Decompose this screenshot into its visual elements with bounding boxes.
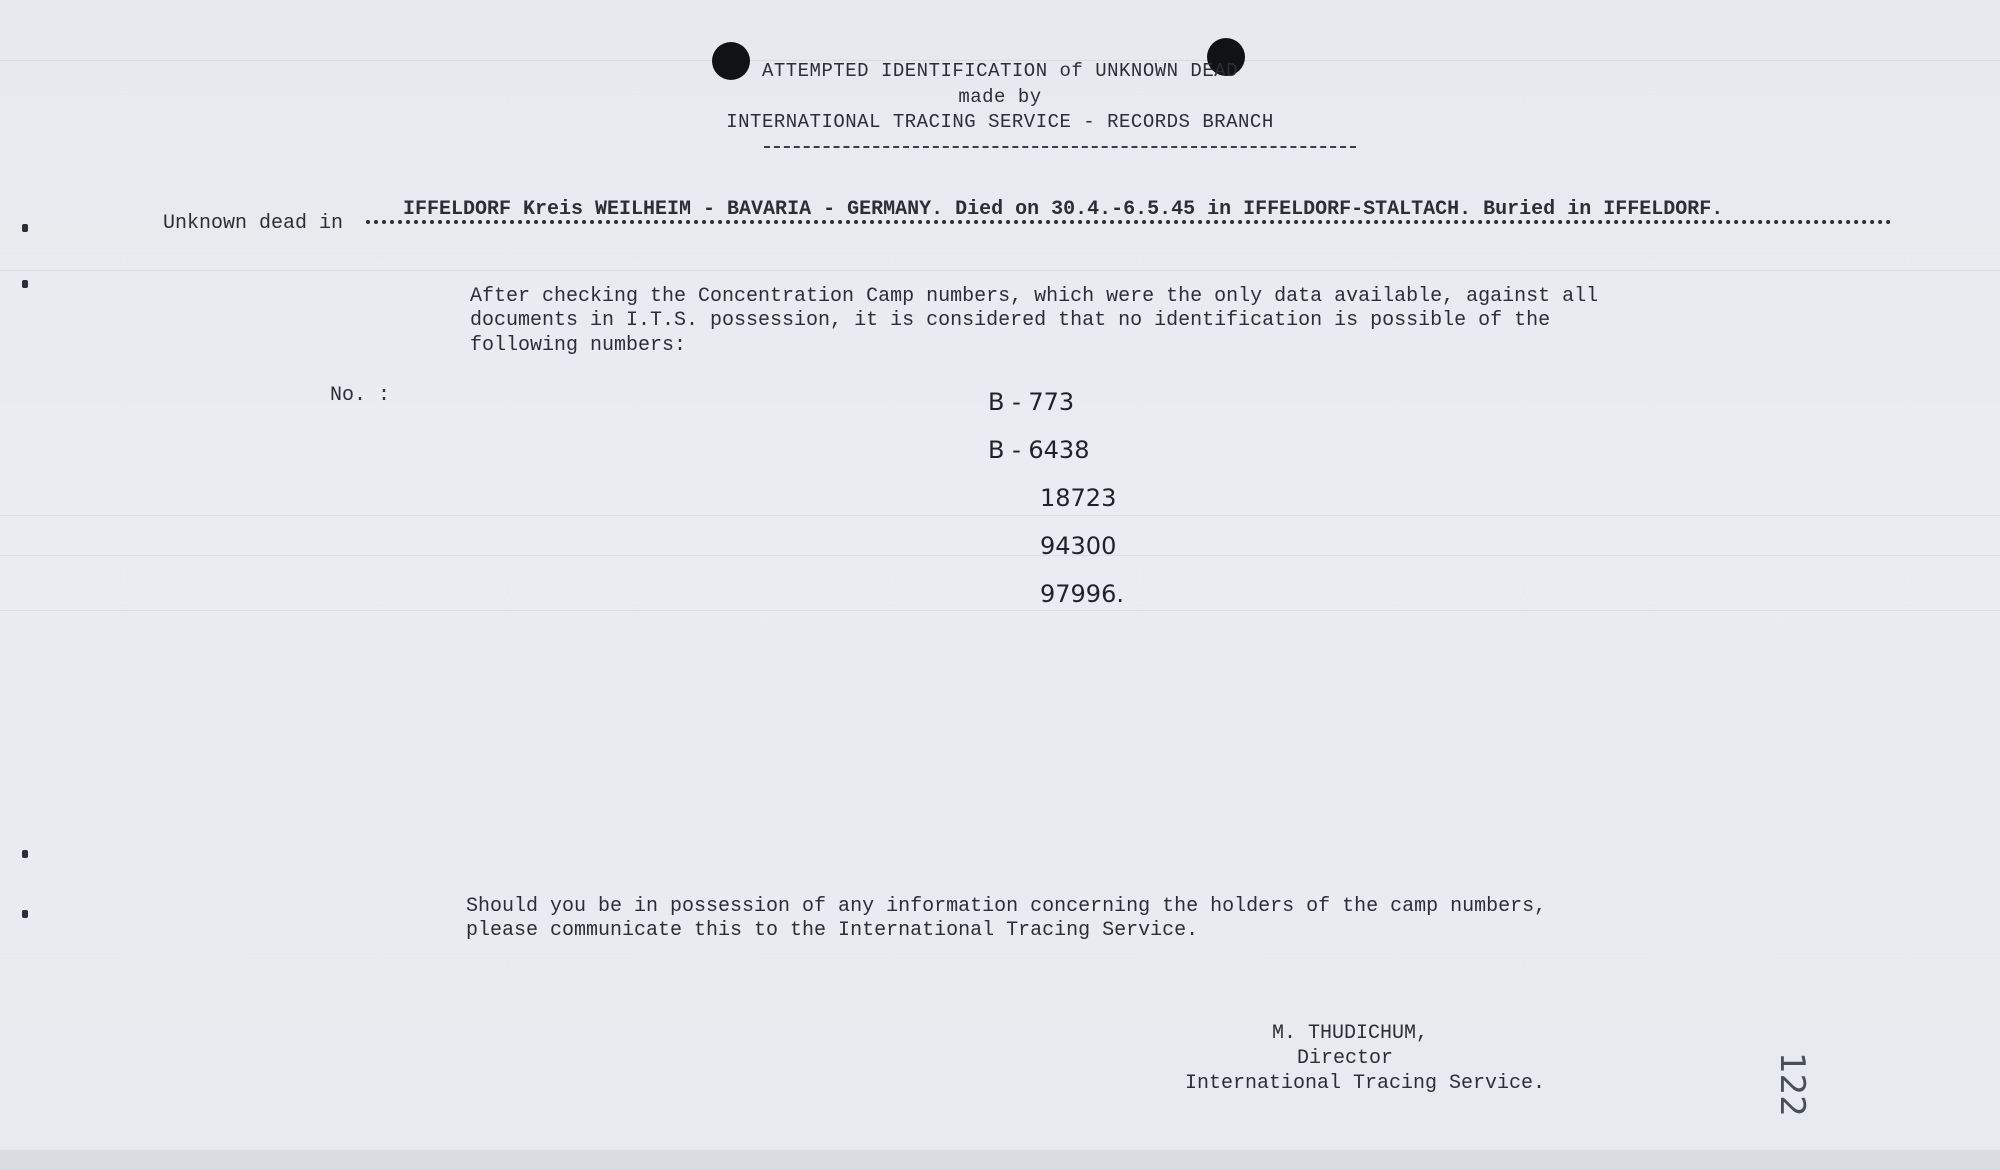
margin-mark [22, 910, 28, 918]
signatory-name: M. THUDICHUM, [1272, 1022, 1429, 1045]
paper-ruling [0, 515, 2000, 516]
document-branch: INTERNATIONAL TRACING SERVICE - RECORDS BRANCH [726, 111, 1274, 133]
page-number-stamp: 122 [1772, 1052, 1812, 1117]
document-title: ATTEMPTED IDENTIFICATION of UNKNOWN DEAD [761, 60, 1239, 82]
paper-ruling [0, 610, 2000, 611]
location-value: IFFELDORF Kreis WEILHEIM - BAVARIA - GERMANY. Died on 30.4.-6.5.45 in IFFELDORF-STALTACH. Buried in IFFELDORF. [403, 198, 1724, 221]
camp-number: 94300 [1040, 532, 1117, 560]
camp-number: 97996. [1040, 580, 1124, 608]
signatory-title: Director [1297, 1047, 1394, 1070]
camp-number: B - 6438 [988, 436, 1090, 464]
document-made-by: made by [958, 86, 1042, 108]
paper-ruling [0, 555, 2000, 556]
paragraph-line-2: documents in I.T.S. possession, it is considered that no identification is possible of the [470, 309, 1551, 332]
camp-number: B - 773 [988, 388, 1075, 416]
paper-bottom-edge [0, 1150, 2000, 1170]
paragraph-line-3: following numbers: [470, 334, 687, 357]
margin-mark [22, 224, 28, 232]
closing-line-2: please communicate this to the International Tracing Service. [466, 919, 1199, 942]
camp-number: 18723 [1040, 484, 1117, 512]
closing-line-1: Should you be in possession of any information concerning the holders of the camp numbers, [466, 895, 1547, 918]
numbers-label: No. : [330, 384, 391, 407]
header-underline [764, 146, 1356, 148]
location-label: Unknown dead in [163, 212, 344, 235]
paper-ruling [0, 270, 2000, 271]
margin-mark [22, 850, 28, 858]
paragraph-line-1: After checking the Concentration Camp numbers, which were the only data available, against all [470, 285, 1599, 308]
signatory-organization: International Tracing Service. [1185, 1072, 1546, 1095]
margin-mark [22, 280, 28, 288]
